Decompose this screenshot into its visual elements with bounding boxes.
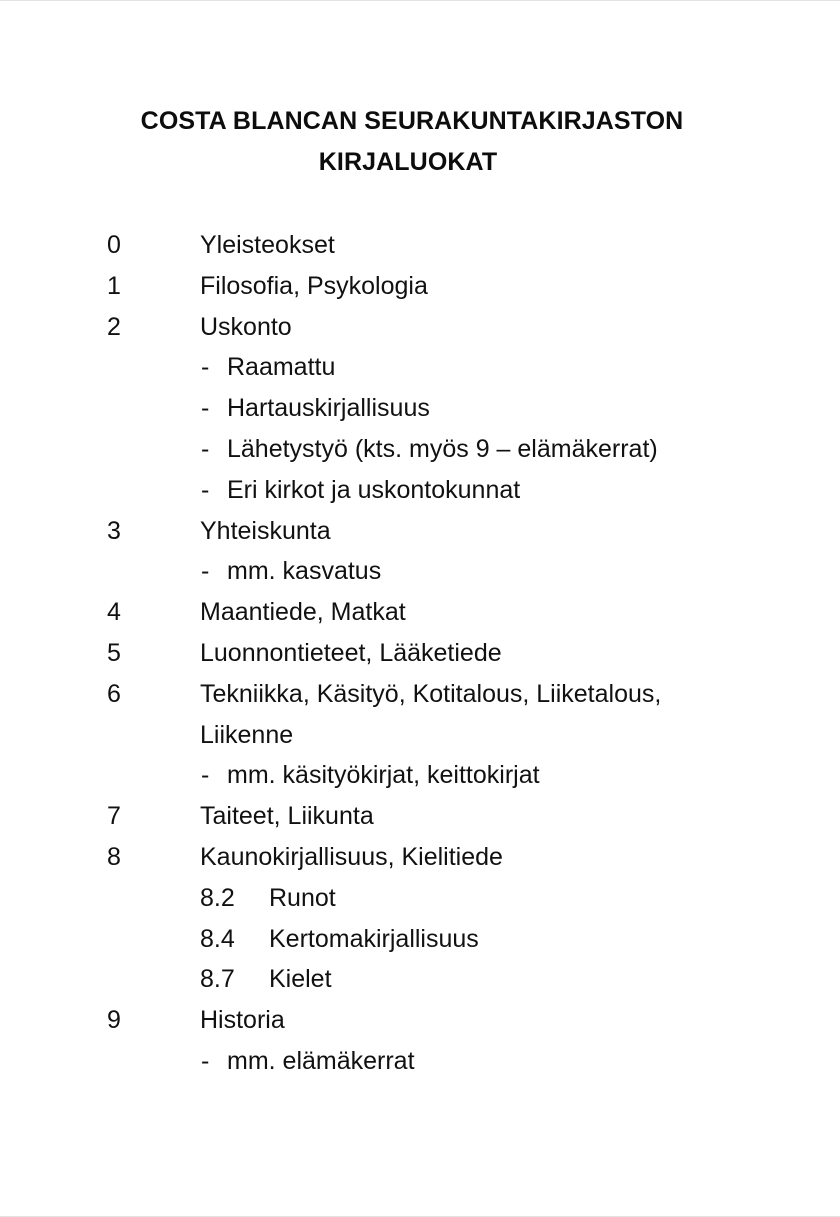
subclass-entry [0,473,840,514]
class-entry [0,1003,840,1044]
class-label: Raamattu [227,353,336,382]
class-label: Kaunokirjallisuus, Kielitiede [200,842,503,871]
class-number: 8 [107,842,121,871]
class-number: 9 [107,1006,121,1035]
class-entry [0,595,840,636]
class-label: mm. elämäkerrat [227,1046,415,1075]
subclass-code: 8.7 [200,965,235,994]
class-entry [0,799,840,840]
bullet-dash: - [201,394,210,423]
bullet-dash: - [201,475,210,504]
bullet-dash: - [201,557,210,586]
subclass-code: 8.4 [200,924,235,953]
class-label: Uskonto [200,312,292,341]
subclass-entry [0,1044,840,1085]
class-number: 7 [107,802,121,831]
class-label: Lähetystyö (kts. myös 9 – elämäkerrat) [227,434,658,463]
class-label: Historia [200,1006,285,1035]
class-label: Runot [269,883,336,912]
class-entry-continuation [0,718,840,759]
subclass-code-entry [0,881,840,922]
class-number: 3 [107,516,121,545]
subclass-entry [0,432,840,473]
bullet-dash: - [201,761,210,790]
class-label: Taiteet, Liikunta [200,802,374,831]
class-number: 1 [107,271,121,300]
class-label: mm. kasvatus [227,557,382,586]
class-label: Eri kirkot ja uskontokunnat [227,475,521,504]
subclass-code-entry [0,962,840,1003]
class-label: Hartauskirjallisuus [227,394,430,423]
class-number: 6 [107,679,121,708]
class-label: Kielet [269,965,332,994]
class-label: Yleisteokset [200,231,335,259]
class-number: 0 [107,231,121,259]
class-label: Tekniikka, Käsityö, Kotitalous, Liiketalous, [200,679,662,708]
class-label: Luonnontieteet, Lääketiede [200,638,502,667]
document-title-line-2: KIRJALUOKAT [318,148,498,176]
class-label: Yhteiskunta [200,516,331,545]
class-entry [0,228,840,269]
class-label: Liikenne [200,720,294,749]
subclass-entry [0,554,840,595]
class-entry [0,310,840,351]
class-entry [0,840,840,881]
document-title-line-1: COSTA BLANCAN SEURAKUNTAKIRJASTON [140,107,684,135]
class-entry [0,677,840,718]
bullet-dash: - [201,353,210,382]
class-number: 5 [107,638,121,667]
class-label: Maantiede, Matkat [200,598,406,627]
class-label: Filosofia, Psykologia [200,271,428,300]
class-number: 2 [107,312,121,341]
subclass-code: 8.2 [200,883,235,912]
class-entry [0,514,840,555]
subclass-entry [0,391,840,432]
bullet-dash: - [201,434,210,463]
subclass-code-entry [0,922,840,963]
class-entry [0,636,840,677]
class-entry [0,269,840,310]
classification-list [0,228,840,1085]
subclass-entry [0,758,840,799]
subclass-entry [0,350,840,391]
bullet-dash: - [201,1046,210,1075]
class-label: Kertomakirjallisuus [269,924,479,953]
class-number: 4 [107,598,121,627]
class-label: mm. käsityökirjat, keittokirjat [227,761,540,790]
